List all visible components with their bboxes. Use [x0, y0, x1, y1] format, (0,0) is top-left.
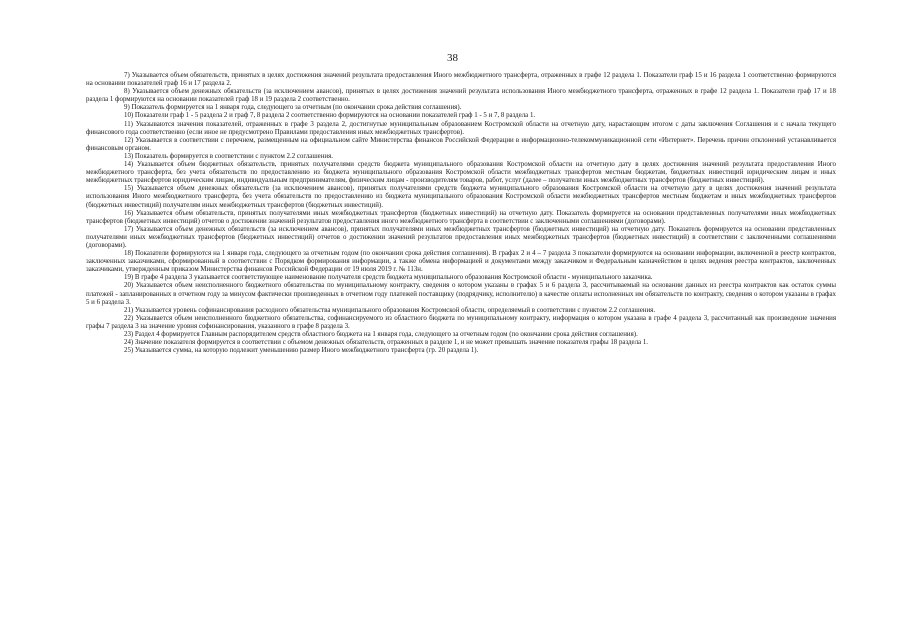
footnote-paragraph: 25) Указывается сумма, на которую подлежит уменьшению размер Иного межбюджетного трансферта (гр. 20 раздела 1). — [124, 347, 479, 355]
footnote-paragraph: 12) Указывается в соответствии с перечнем, размещенным на официальном сайте Министерства финансов Российской Федерации в информационно-телекоммуникационной сети «Интернет». Перечень причин отклонений устанавливается финансовым органом. — [86, 136, 836, 152]
footnote-paragraph: 18) Показатели формируются на 1 января года, следующего за отчетным годом (по окончании срока действия соглашения). В графах 2 и 4 – 7 раздела 3 показатели формируются на основании информации, включенной в реестр контрактов, заключенных заказчиками, сформированный в соответствии с Порядком формирования информации, а также обмена информацией и документами между заказчиком и Федеральным казначейством в целях ведения реестра контрактов, заключенных заказчиками, утвержденным приказом Министерства финансов Российской Федерации от 19 июля 2019 г. № 113н. — [86, 250, 836, 274]
footnote-paragraph: 14) Указывается объем бюджетных обязательств, принятых получателями средств бюджета муниципального образования Костромской области на отчетную дату в целях достижения значений результата предоставления Иного межбюджетного трансферта, без учета обязательств по предоставлению из бюджета муниципального образования Костромской области межбюджетных трансфертов местным бюджетам, бюджетных инвестиций юридическим лицам и иных межбюджетных трансфертов юридическим лицам, индивидуальным предпринимателям, физическим лицам - производителям товаров, работ, услуг (далее – получатели иных межбюджетных трансфертов (бюджетных инвестиций). — [86, 161, 836, 185]
footnote-paragraph: 11) Указываются значения показателей, отраженных в графе 3 раздела 2, достигнутые муниципальным образованием Костромской области на отчетную дату, нарастающим итогом с даты заключения Соглашения и с начала текущего финансового года соответственно (если иное не предусмотрено Правилами предоставления иных межбюджетных трансфертов). — [86, 120, 836, 136]
footnote-paragraph: 24) Значение показателя формируется в соответствии с объемом денежных обязательств, отраженных в разделе 1, и не может превышать значение показателя графы 18 раздела 1. — [124, 339, 648, 347]
footnotes-body — [86, 72, 836, 355]
footnote-paragraph: 23) Раздел 4 формируется Главным распорядителем средств областного бюджета на 1 января года, следующего за отчетным годом (по окончании срока действия соглашения). — [124, 331, 638, 338]
footnote-paragraph: 17) Указывается объем денежных обязательств (за исключением авансов), принятых получателями иных межбюджетных трансфертов (бюджетных инвестиций) на отчетную дату. Показатель формируется на основании представленных получателями иных межбюджетных трансфертов (бюджетных инвестиций) отчетов о достижении значений результатов предоставления иных межбюджетных трансфертов (бюджетных инвестиций) в соответствии с заключенными соглашениями (договорами). — [86, 225, 836, 249]
footnote-paragraph: 7) Указывается объем обязательств, принятых в целях достижения значений результата предоставления Иного межбюджетного трансферта, отраженных в графе 12 раздела 1. Показатели граф 15 и 16 раздела 1 соответственно формируются на основании показателей граф 16 и 17 раздела 2. — [86, 72, 836, 88]
footnote-paragraph: 10) Показатели граф 1 - 5 раздела 2 и граф 7, 8 раздела 2 соответственно формируются на основании показателей граф 1 - 5 и 7, 8 раздела 1. — [124, 112, 536, 120]
footnote-paragraph: 13) Показатель формируется в соответствии с пунктом 2.2 соглашения. — [124, 152, 333, 160]
footnote-paragraph: 20) Указывается объем неисполненного бюджетного обязательства по муниципальному контракту, сведения о котором указаны в графах 5 и 6 раздела 3, рассчитываемый на основании данных из реестра контрактов как остаток суммы платежей - запланированных в отчетном году за минусом фактически произведенных в отчетном году платежей поставщику (подрядчику, исполнителю) в качестве оплаты исполненных им обязательств по контракту, сведения о котором указаны в графах 5 и 6 раздела 3. — [86, 282, 836, 306]
footnote-paragraph: 19) В графе 4 раздела 3 указывается соответствующее наименование получателя средств бюджета муниципального образования Костромской области - муниципального заказчика. — [124, 274, 653, 282]
footnote-paragraph: 9) Показатель формируется на 1 января года, следующего за отчетным (по окончании срока действия соглашения). — [124, 104, 462, 112]
footnote-paragraph: 21) Указывается уровень софинансирования расходного обязательства муниципального образования Костромской области, определяемый в соответствии с пунктом 2.2 соглашения. — [124, 306, 656, 314]
footnote-paragraph: 22) Указывается объем неисполненного бюджетного обязательства, софинансируемого из областного бюджета по муниципальному контракту, информация о котором указана в графе 4 раздела 3, рассчитанный как произведение значения графы 7 раздела 3 на значение уровня софинансирования, указанного в графе 8 раздела 3. — [86, 314, 836, 330]
footnote-paragraph: 15) Указывается объем денежных обязательств (за исключением авансов), принятых получателями средств бюджета муниципального образования Костромской области на отчетную дату в целях достижения значений результата использования Иного межбюджетного трансферта, без учета обязательств по предоставлению из бюджета муниципального образования Костромской области межбюджетных трансфертов местным бюджетам и иных межбюджетных трансфертов (бюджетных инвестиций) получателям иных межбюджетных трансфертов (бюджетных инвестиций). — [86, 185, 836, 209]
footnote-paragraph: 16) Указывается объем обязательств, принятых получателями иных межбюджетных трансфертов (бюджетных инвестиций) на отчетную дату. Показатель формируется на основании представленных получателями иных межбюджетных трансфертов (бюджетных инвестиций) отчетов о достижении значений результатов предоставления иного межбюджетного трансферта в соответствии с заключенными соглашениями (договорами). — [86, 209, 836, 225]
footnote-paragraph: 8) Указывается объем денежных обязательств (за исключением авансов), принятых в целях достижения значений результата использования Иного межбюджетного трансферта, отраженных в графе 12 раздела 1. Показатели граф 17 и 18 раздела 1 формируются на основании показателей граф 18 и 19 раздела 2 соответственно. — [86, 88, 836, 104]
page-number: 38 — [447, 52, 458, 64]
